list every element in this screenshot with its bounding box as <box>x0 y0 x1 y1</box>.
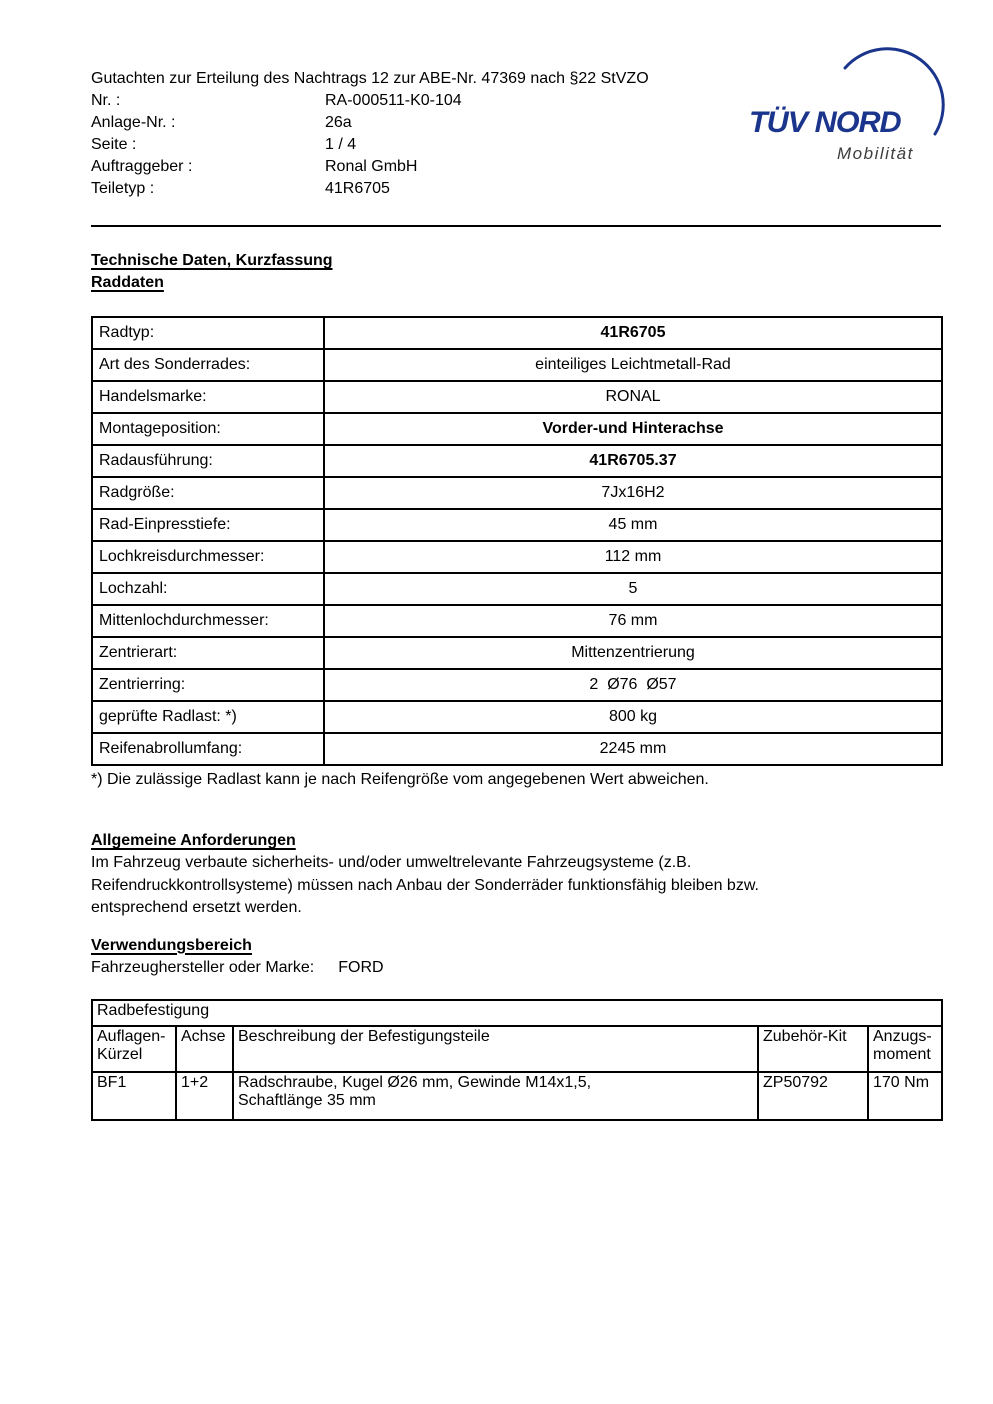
row-value: 2 Ø76 Ø57 <box>324 669 942 701</box>
row-label: Lochzahl: <box>92 573 324 605</box>
row-value: Vorder-und Hinterachse <box>324 413 942 445</box>
header-field-seite <box>91 134 941 156</box>
table-row <box>92 445 942 477</box>
column-header-auflagen-kuerzel: Auflagen-Kürzel <box>92 1026 176 1072</box>
mount-table-data-row <box>92 1072 942 1120</box>
logo-subtitle: Mobilität <box>837 144 914 163</box>
row-value: 41R6705 <box>324 317 942 349</box>
general-paragraph-line: Reifendruckkontrollsysteme) müssen nach Anbau der Sonderräder funktionsfähig bleiben bzw. <box>91 876 759 894</box>
mount-table <box>91 999 943 1121</box>
table-row <box>92 349 942 381</box>
mount-table-title-row <box>92 1000 942 1026</box>
column-header-achse: Achse <box>176 1026 233 1072</box>
cell-beschreibung <box>233 1072 758 1120</box>
mount-table-header-row <box>92 1026 942 1072</box>
beschreibung-line-1: Radschraube, Kugel Ø26 mm, Gewinde M14x1,5, <box>238 1073 592 1091</box>
row-value: 112 mm <box>324 541 942 573</box>
cell-achse: 1+2 <box>176 1072 233 1120</box>
row-label: Radgröße: <box>92 477 324 509</box>
table-row <box>92 413 942 445</box>
section-heading-raddaten: Raddaten <box>91 274 164 291</box>
section-heading-allgemeine-anforderungen: Allgemeine Anforderungen <box>91 832 296 849</box>
manufacturer-value: FORD <box>338 958 384 976</box>
column-header-zubehoer-kit: Zubehör-Kit <box>758 1026 868 1072</box>
document-title: Gutachten zur Erteilung des Nachtrags 12 zur ABE-Nr. 47369 nach §22 StVZO <box>91 70 649 87</box>
row-label: Zentrierring: <box>92 669 324 701</box>
row-label: Mittenlochdurchmesser: <box>92 605 324 637</box>
field-label: Auftraggeber : <box>91 158 193 175</box>
field-label: Teiletyp : <box>91 180 155 197</box>
row-label: Reifenabrollumfang: <box>92 733 324 765</box>
mount-table-title: Radbefestigung <box>92 1000 942 1026</box>
row-value: 7Jx16H2 <box>324 477 942 509</box>
column-header-beschreibung: Beschreibung der Befestigungsteile <box>233 1026 758 1072</box>
row-label: Radausführung: <box>92 445 324 477</box>
table-row <box>92 541 942 573</box>
section-heading-verwendungsbereich: Verwendungsbereich <box>91 936 252 954</box>
table-row <box>92 637 942 669</box>
header-field-nr <box>91 90 941 112</box>
radlast-footnote: *) Die zulässige Radlast kann je nach Reifengröße vom angegebenen Wert abweichen. <box>91 771 709 788</box>
row-label: geprüfte Radlast: *) <box>92 701 324 733</box>
row-label: Zentrierart: <box>92 637 324 669</box>
wheel-data-table <box>91 316 943 766</box>
table-row <box>92 605 942 637</box>
column-header-anzugsmoment: Anzugs-moment <box>868 1026 942 1072</box>
field-label: Anlage-Nr. : <box>91 114 176 131</box>
row-value: RONAL <box>324 381 942 413</box>
row-label: Handelsmarke: <box>92 381 324 413</box>
general-paragraph-line: Im Fahrzeug verbaute sicherheits- und/oder umweltrelevante Fahrzeugsysteme (z.B. <box>91 854 692 871</box>
row-label: Lochkreisdurchmesser: <box>92 541 324 573</box>
table-row <box>92 701 942 733</box>
cell-auflagen-kuerzel: BF1 <box>92 1072 176 1120</box>
row-value: 45 mm <box>324 509 942 541</box>
row-value: 800 kg <box>324 701 942 733</box>
row-value: 41R6705.37 <box>324 445 942 477</box>
beschreibung-line-2: Schaftlänge 35 mm <box>238 1091 376 1109</box>
row-label: Art des Sonderrades: <box>92 349 324 381</box>
table-row <box>92 317 942 349</box>
table-row <box>92 733 942 765</box>
cell-anzugsmoment: 170 Nm <box>868 1072 942 1120</box>
field-value: 41R6705 <box>325 180 390 197</box>
table-row <box>92 573 942 605</box>
horizontal-rule <box>91 225 941 227</box>
field-value: Ronal GmbH <box>325 158 418 175</box>
row-value: einteiliges Leichtmetall-Rad <box>324 349 942 381</box>
section-heading-technische-daten: Technische Daten, Kurzfassung <box>91 252 333 269</box>
header-field-anlage-nr <box>91 112 941 134</box>
cell-zubehoer-kit: ZP50792 <box>758 1072 868 1120</box>
row-value: 76 mm <box>324 605 942 637</box>
header-field-teiletyp <box>91 178 941 200</box>
field-label: Seite : <box>91 136 137 153</box>
row-label: Radtyp: <box>92 317 324 349</box>
general-paragraph-line: entsprechend ersetzt werden. <box>91 899 302 916</box>
header-field-auftraggeber <box>91 156 941 178</box>
table-row <box>92 381 942 413</box>
table-row <box>92 509 942 541</box>
field-value: 1 / 4 <box>325 136 357 153</box>
row-value: Mittenzentrierung <box>324 637 942 669</box>
row-value: 5 <box>324 573 942 605</box>
field-label: Nr. : <box>91 92 121 109</box>
manufacturer-label: Fahrzeughersteller oder Marke: <box>91 958 315 976</box>
table-row <box>92 477 942 509</box>
row-label: Montageposition: <box>92 413 324 445</box>
field-value: RA-000511-K0-104 <box>325 92 462 109</box>
manufacturer-line <box>91 957 941 979</box>
row-label: Rad-Einpresstiefe: <box>92 509 324 541</box>
table-row <box>92 669 942 701</box>
logo-wordmark: TÜV NORD <box>749 106 901 139</box>
field-value: 26a <box>325 114 352 131</box>
row-value: 2245 mm <box>324 733 942 765</box>
